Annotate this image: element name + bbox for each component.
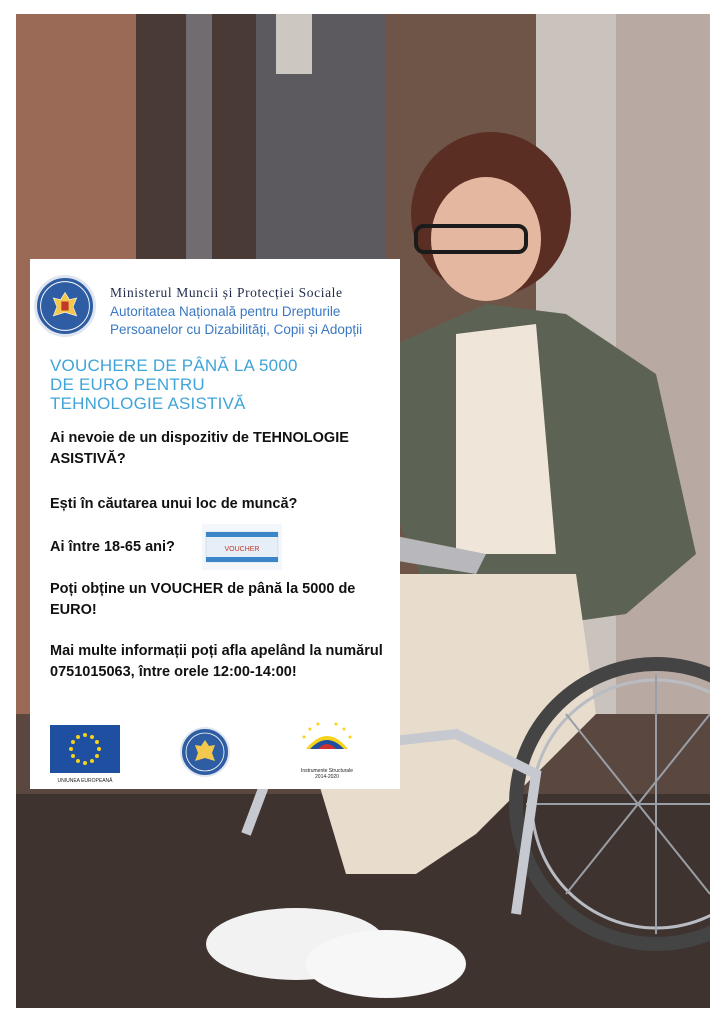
poster [16, 14, 710, 1008]
government-seal-icon [34, 275, 96, 337]
headline-line-3: TEHNOLOGIE ASISTIVĂ [50, 394, 246, 413]
eu-logo [50, 725, 120, 785]
voucher-image-text: VOUCHER [224, 546, 260, 553]
ministry-name: Ministerul Muncii și Protecției Sociale [110, 285, 343, 300]
headline [50, 356, 390, 413]
question-assistive-device: Ai nevoie de un dispozitiv de TEHNOLOGIE ASISTIVĂ? [50, 430, 349, 467]
header [30, 267, 400, 347]
government-seal-small-icon [180, 727, 230, 777]
headline-line-2: DE EURO PENTRU [50, 375, 205, 394]
authority-line-2: Persoanelor cu Dizabilități, Copii și Adopții [110, 322, 363, 337]
structural-instruments-logo [292, 719, 362, 785]
question-job-search: Ești în căutarea unui loc de muncă? [50, 496, 298, 512]
eu-flag-icon [50, 725, 120, 773]
voucher-image [202, 524, 282, 570]
eu-caption: UNIUNEA EUROPEANĂ [57, 778, 113, 784]
structural-instruments-icon [292, 719, 362, 763]
authority-name [110, 303, 362, 339]
contact-info: Mai multe informații poți afla apelând la numărul 0751015063, între orele 12:00-14:00! [50, 643, 383, 680]
info-panel [30, 259, 400, 789]
government-logo [180, 727, 230, 777]
is-caption-line-2: 2014-2020 [315, 774, 339, 780]
authority-line-1: Autoritatea Națională pentru Drepturile [110, 304, 341, 319]
is-caption-line-1: Instrumente Structurale [301, 768, 353, 774]
question-age: Ai între 18-65 ani? [50, 539, 175, 555]
statement-voucher: Poți obține un VOUCHER de până la 5000 de EURO! [50, 581, 356, 618]
headline-line-1: VOUCHERE DE PÂNĂ LA 5000 [50, 356, 298, 375]
